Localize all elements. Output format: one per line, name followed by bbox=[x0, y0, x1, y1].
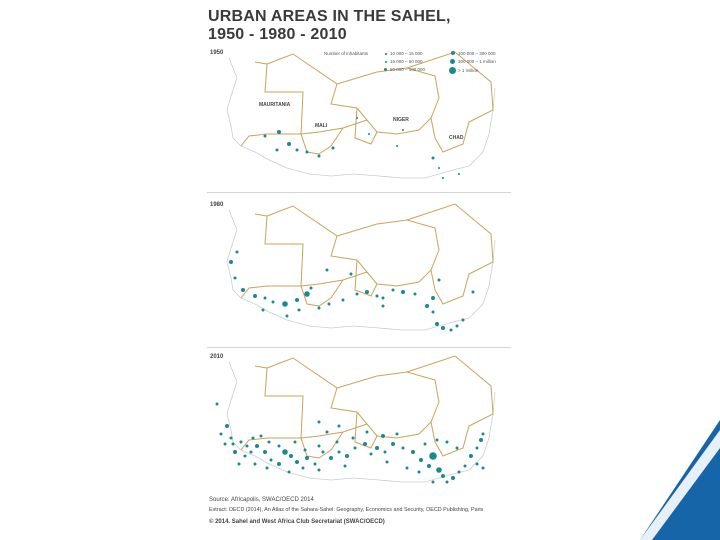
urban-area-dot bbox=[268, 441, 271, 444]
urban-area-dot bbox=[252, 437, 255, 440]
urban-area-dot bbox=[288, 471, 291, 474]
urban-area-dot bbox=[264, 297, 267, 300]
urban-area-dot bbox=[234, 277, 237, 280]
urban-area-dot bbox=[431, 296, 435, 300]
panel-separator bbox=[207, 192, 511, 193]
urban-area-dot bbox=[287, 142, 291, 146]
urban-area-dot bbox=[246, 445, 249, 448]
urban-area-dot bbox=[382, 297, 385, 300]
country-border bbox=[337, 372, 439, 438]
urban-area-dot bbox=[253, 294, 257, 298]
legend-dot-5 bbox=[450, 59, 455, 64]
coastline bbox=[227, 210, 495, 330]
urban-area-dot bbox=[436, 467, 442, 473]
urban-area-dot bbox=[314, 463, 317, 466]
urban-area-dot bbox=[352, 437, 355, 440]
urban-area-dot bbox=[240, 441, 243, 444]
urban-area-dot bbox=[446, 481, 449, 484]
panel-year-2010: 2010 bbox=[210, 354, 224, 360]
urban-area-dot bbox=[286, 315, 289, 318]
urban-area-dot bbox=[329, 456, 333, 460]
urban-area-dot bbox=[414, 293, 417, 296]
urban-area-dot bbox=[396, 145, 398, 147]
urban-area-dot bbox=[438, 167, 440, 169]
urban-area-dot bbox=[456, 447, 459, 450]
urban-area-dot bbox=[255, 444, 259, 448]
urban-area-dot bbox=[382, 305, 385, 308]
urban-area-dot bbox=[318, 445, 321, 448]
urban-area-dot bbox=[345, 454, 349, 458]
legend-label-5: 300 000 – 1 million bbox=[458, 59, 496, 64]
country-border bbox=[241, 214, 303, 298]
urban-area-dot bbox=[418, 471, 421, 474]
legend-dot-4 bbox=[451, 51, 455, 55]
urban-area-dot bbox=[230, 437, 233, 440]
urban-area-dot bbox=[392, 289, 395, 292]
panel-year-1950: 1950 bbox=[210, 50, 224, 56]
urban-area-dot bbox=[305, 456, 309, 460]
urban-area-dot bbox=[476, 447, 479, 450]
map-panel-2010 bbox=[207, 352, 511, 492]
legend-label-1: 10 000 – 15 000 bbox=[390, 51, 423, 56]
urban-area-dot bbox=[236, 251, 239, 254]
sahel-map-2010 bbox=[207, 352, 511, 492]
urban-area-dot bbox=[425, 304, 429, 308]
legend-dot-1 bbox=[385, 53, 387, 55]
urban-area-dot bbox=[458, 173, 460, 175]
urban-area-dot bbox=[296, 149, 299, 152]
urban-area-dot bbox=[411, 450, 415, 454]
urban-area-dot bbox=[264, 135, 267, 138]
urban-area-dot bbox=[375, 446, 379, 450]
urban-area-dot bbox=[224, 443, 227, 446]
urban-area-dot bbox=[432, 311, 435, 314]
urban-dots-1980 bbox=[229, 251, 475, 332]
urban-area-dot bbox=[432, 481, 435, 484]
urban-area-dot bbox=[306, 151, 309, 154]
panel-year-1980: 1980 bbox=[210, 202, 224, 208]
urban-area-dot bbox=[298, 309, 301, 312]
urban-area-dot bbox=[326, 269, 329, 272]
urban-area-dot bbox=[429, 452, 437, 460]
urban-area-dot bbox=[304, 291, 310, 297]
urban-area-dot bbox=[260, 435, 263, 438]
urban-area-dot bbox=[458, 471, 461, 474]
urban-area-dot bbox=[350, 273, 353, 276]
urban-area-dot bbox=[270, 459, 273, 462]
urban-area-dot bbox=[282, 449, 288, 455]
urban-area-dot bbox=[266, 467, 269, 470]
map-panel-1980 bbox=[207, 200, 511, 340]
country-border bbox=[267, 358, 367, 438]
urban-area-dot bbox=[272, 301, 275, 304]
country-border bbox=[355, 108, 377, 144]
urban-area-dot bbox=[450, 329, 453, 332]
urban-area-dot bbox=[254, 463, 257, 466]
copyright-line: © 2014. Sahel and West Africa Club Secretariat (SWAC/OECD) bbox=[209, 519, 385, 525]
urban-area-dot bbox=[354, 447, 357, 450]
urban-area-dot bbox=[462, 319, 465, 322]
legend-title: Number of inhabitants bbox=[324, 51, 369, 56]
urban-area-dot bbox=[338, 451, 341, 454]
urban-area-dot bbox=[401, 290, 405, 294]
urban-area-dot bbox=[442, 177, 444, 179]
urban-area-dot bbox=[363, 442, 367, 446]
urban-area-dot bbox=[282, 301, 288, 307]
legend-label-6: > 1 million bbox=[458, 68, 479, 73]
urban-area-dot bbox=[432, 157, 435, 160]
urban-area-dot bbox=[302, 467, 305, 470]
urban-area-dot bbox=[276, 149, 279, 152]
country-label-mauritania: MAURITANIA bbox=[259, 102, 291, 108]
urban-area-dot bbox=[225, 424, 229, 428]
sahel-map-1980 bbox=[207, 200, 511, 340]
urban-area-dot bbox=[368, 133, 370, 135]
legend-dot-6 bbox=[449, 67, 456, 74]
urban-area-dot bbox=[356, 293, 359, 296]
coastline bbox=[227, 58, 495, 178]
urban-area-dot bbox=[232, 443, 235, 446]
urban-area-dot bbox=[384, 451, 387, 454]
urban-area-dot bbox=[366, 431, 369, 434]
urban-area-dot bbox=[406, 467, 409, 470]
urban-area-dot bbox=[238, 463, 241, 466]
map-title-line2: 1950 - 1980 - 2010 bbox=[208, 26, 347, 43]
corner-triangle bbox=[640, 420, 720, 540]
urban-area-dot bbox=[396, 433, 399, 436]
urban-area-dot bbox=[376, 295, 379, 298]
urban-area-dot bbox=[277, 462, 281, 466]
urban-area-dot bbox=[294, 441, 297, 444]
legend-dot-2 bbox=[385, 61, 387, 63]
country-label-niger: NIGER bbox=[393, 117, 409, 123]
urban-area-dot bbox=[446, 441, 449, 444]
urban-area-dot bbox=[318, 421, 321, 424]
urban-area-dot bbox=[482, 433, 485, 436]
urban-area-dot bbox=[304, 449, 307, 452]
country-border bbox=[337, 68, 439, 134]
urban-area-dot bbox=[250, 451, 253, 454]
urban-area-dot bbox=[427, 464, 431, 468]
urban-area-dot bbox=[262, 309, 265, 312]
legend-label-2: 15 000 – 50 000 bbox=[390, 59, 423, 64]
urban-area-dot bbox=[451, 476, 455, 480]
urban-area-dot bbox=[370, 453, 373, 456]
urban-area-dot bbox=[469, 454, 473, 458]
country-border bbox=[407, 204, 493, 304]
urban-area-dot bbox=[464, 465, 467, 468]
country-border bbox=[241, 366, 303, 450]
urban-area-dot bbox=[220, 433, 223, 436]
map-panel-1950 bbox=[207, 48, 511, 188]
urban-area-dot bbox=[289, 454, 293, 458]
panel-separator bbox=[207, 347, 511, 348]
urban-area-dot bbox=[244, 455, 247, 458]
map-title-line1: URBAN AREAS IN THE SAHEL, bbox=[208, 8, 451, 25]
urban-area-dot bbox=[263, 450, 267, 454]
urban-area-dot bbox=[482, 467, 485, 470]
legend-dot-3 bbox=[384, 68, 387, 71]
urban-dots-2010 bbox=[216, 403, 485, 484]
legend-label-3: 50 000 – 100 000 bbox=[390, 67, 426, 72]
urban-area-dot bbox=[365, 290, 369, 294]
urban-area-dot bbox=[402, 129, 404, 131]
urban-area-dot bbox=[441, 474, 445, 478]
country-label-chad: CHAD bbox=[449, 135, 464, 141]
urban-area-dot bbox=[241, 288, 245, 292]
country-border bbox=[337, 220, 439, 286]
urban-area-dot bbox=[476, 463, 479, 466]
map-title bbox=[208, 8, 451, 44]
map-legend bbox=[324, 50, 510, 76]
urban-area-dot bbox=[322, 451, 325, 454]
legend-label-4: 100 000 – 300 000 bbox=[458, 51, 496, 56]
urban-area-dot bbox=[328, 303, 331, 306]
urban-area-dot bbox=[332, 147, 335, 150]
urban-area-dot bbox=[318, 307, 321, 310]
urban-area-dot bbox=[295, 298, 299, 302]
urban-area-dot bbox=[424, 443, 427, 446]
urban-area-dot bbox=[441, 326, 445, 330]
urban-area-dot bbox=[381, 434, 385, 438]
urban-area-dot bbox=[402, 447, 405, 450]
urban-area-dot bbox=[344, 465, 347, 468]
urban-area-dot bbox=[216, 403, 219, 406]
urban-area-dot bbox=[338, 425, 341, 428]
corner-accent bbox=[640, 420, 720, 540]
urban-area-dot bbox=[386, 461, 389, 464]
urban-area-dot bbox=[342, 299, 345, 302]
urban-area-dot bbox=[277, 130, 281, 134]
extract-line: Extract: OECD (2014), An Atlas of the Sahara-Sahel: Geography, Economics and Security, OECD Publishing, Paris bbox=[209, 507, 484, 513]
urban-area-dot bbox=[435, 322, 439, 326]
urban-area-dot bbox=[479, 438, 483, 442]
urban-area-dot bbox=[295, 460, 299, 464]
urban-area-dot bbox=[472, 291, 475, 294]
urban-area-dot bbox=[310, 287, 313, 290]
urban-area-dot bbox=[278, 445, 281, 448]
urban-area-dot bbox=[419, 458, 423, 462]
urban-area-dot bbox=[326, 431, 329, 434]
coastline bbox=[227, 362, 495, 482]
urban-area-dot bbox=[438, 279, 441, 282]
source-line: Source: Africapolis, SWAC/OECD 2014 bbox=[209, 497, 314, 503]
urban-area-dot bbox=[456, 325, 459, 328]
urban-area-dot bbox=[233, 450, 237, 454]
urban-area-dot bbox=[318, 155, 321, 158]
urban-area-dot bbox=[391, 442, 395, 446]
urban-area-dot bbox=[318, 469, 321, 472]
urban-area-dot bbox=[336, 441, 339, 444]
urban-area-dot bbox=[356, 117, 358, 119]
urban-area-dot bbox=[436, 439, 439, 442]
country-label-mali: MALI bbox=[315, 123, 328, 129]
urban-area-dot bbox=[229, 260, 233, 264]
